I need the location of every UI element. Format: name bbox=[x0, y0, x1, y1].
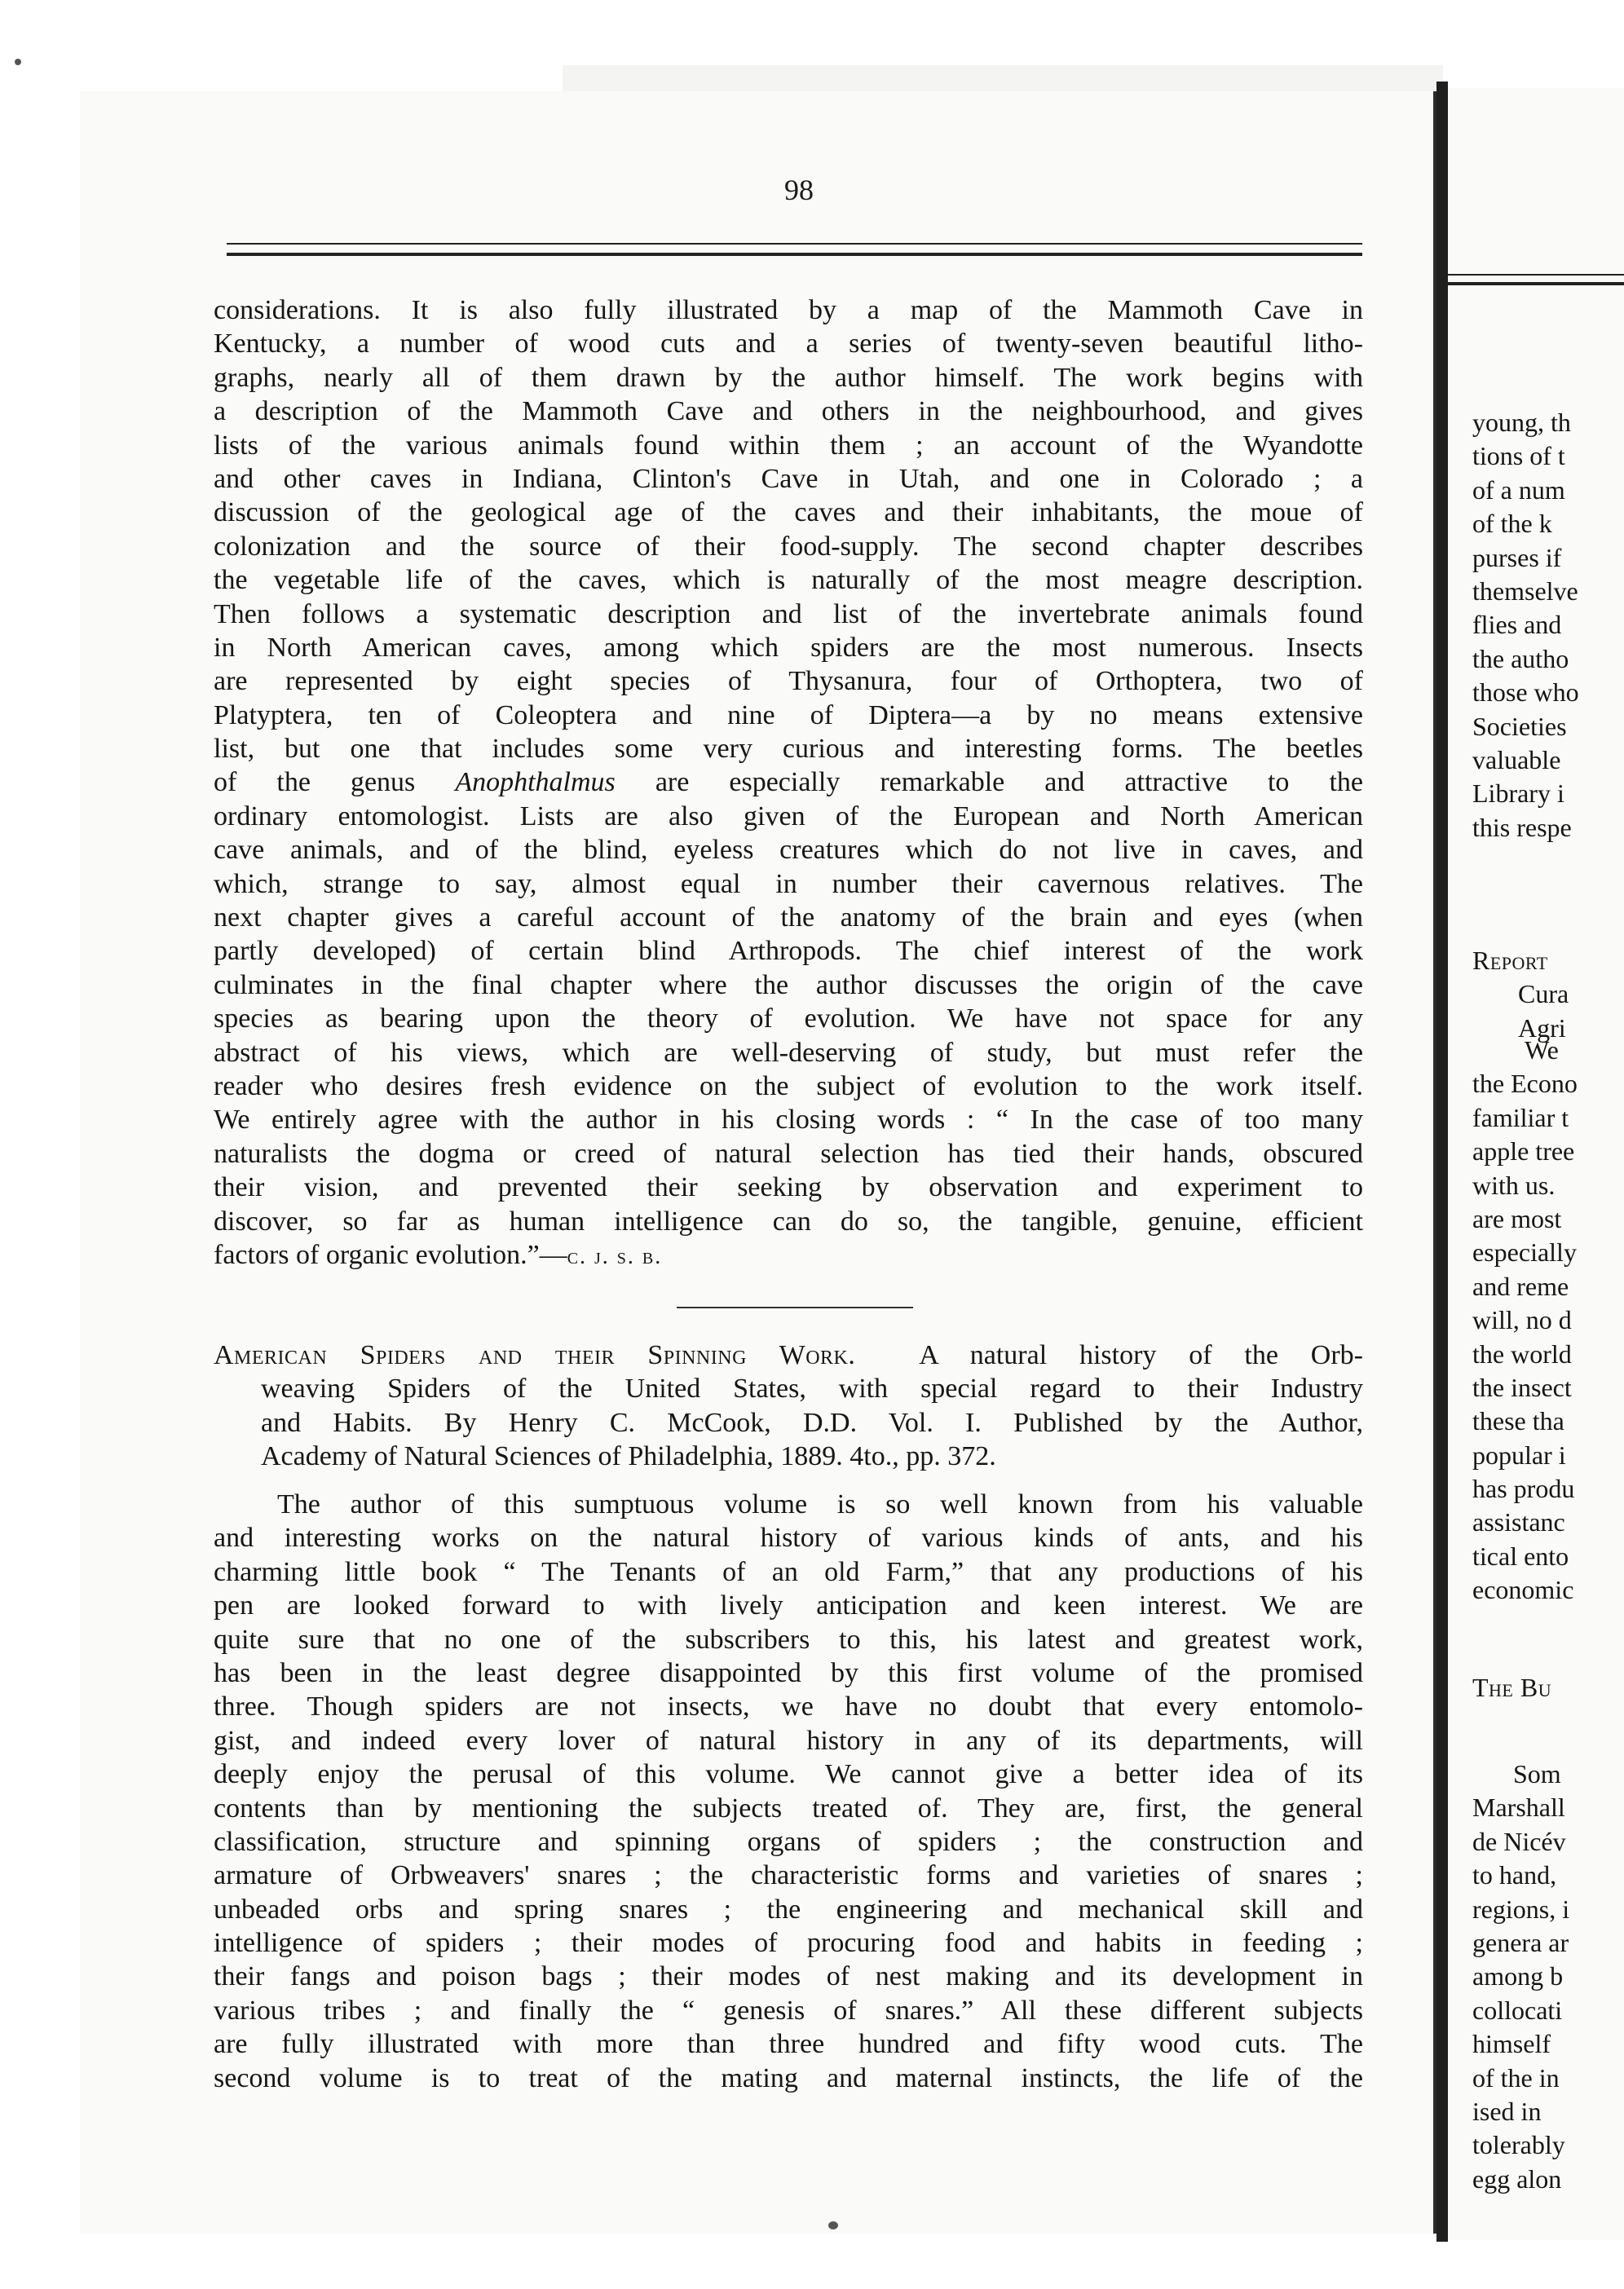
facing-page-fragment bbox=[1448, 88, 1624, 2240]
text-line: a description of the Mammoth Cave and others in the neighbourhood, and gives bbox=[214, 396, 1363, 427]
facing-line: of the k bbox=[1472, 509, 1552, 539]
text-line: the vegetable life of the caves, which is naturally of the most meagre description. bbox=[214, 565, 1363, 596]
facing-line: Report bbox=[1472, 946, 1548, 975]
facing-line: especially bbox=[1472, 1237, 1577, 1268]
facing-line: genera ar bbox=[1472, 1927, 1569, 1957]
facing-line: Marshall bbox=[1472, 1793, 1565, 1823]
text-line: list, but one that includes some very curious and interesting forms. The beetles bbox=[214, 734, 1363, 765]
text-line: lists of the various animals found within them ; an account of the Wyandotte bbox=[214, 430, 1363, 461]
text-line: are represented by eight species of Thysanura, four of Orthoptera, two of bbox=[214, 666, 1363, 697]
facing-line: himself bbox=[1472, 2029, 1551, 2059]
text-line: has been in the least degree disappointed by this first volume of the promised bbox=[214, 1657, 1363, 1688]
facing-line: Som bbox=[1513, 1759, 1561, 1788]
facing-line: are most bbox=[1472, 1203, 1562, 1233]
genus-prefix: of the genus bbox=[214, 767, 416, 798]
reviewer-initials: c. j. s. b. bbox=[567, 1243, 663, 1269]
review-spiders-body bbox=[214, 1488, 1363, 2095]
genus-suffix: are especially remarkable and attractive to the bbox=[655, 767, 1363, 798]
facing-line: purses if bbox=[1472, 542, 1562, 572]
facing-line: of the in bbox=[1472, 2062, 1560, 2093]
text-line: various tribes ; and finally the “ genesis of snares.” All these different subjects bbox=[214, 1995, 1363, 2026]
facing-line: Library i bbox=[1472, 778, 1564, 809]
facing-line: tions of t bbox=[1472, 441, 1565, 471]
text-line: We entirely agree with the author in his closing words : “ In the case of too many bbox=[214, 1105, 1363, 1136]
facing-line: the world bbox=[1472, 1339, 1572, 1369]
facing-text-block bbox=[1472, 1758, 1624, 2196]
text-line: naturalists the dogma or creed of natural selection has tied their hands, obscured bbox=[214, 1138, 1363, 1169]
text-line: gist, and indeed every lover of natural history in any of its departments, will bbox=[214, 1725, 1363, 1756]
text-line: reader who desires fresh evidence on the subject of evolution to the work itself. bbox=[214, 1070, 1363, 1101]
text-line: contents than by mentioning the subjects treated of. They are, first, the general bbox=[214, 1793, 1363, 1824]
section-divider bbox=[677, 1307, 913, 1308]
facing-line: collocati bbox=[1472, 1995, 1563, 2025]
text-line: armature of Orbweavers' snares ; the characteristic forms and varieties of snares ; bbox=[214, 1860, 1363, 1891]
facing-line: popular i bbox=[1472, 1440, 1566, 1470]
text-line: graphs, nearly all of them drawn by the author himself. The work begins with bbox=[214, 362, 1363, 393]
text-line: considerations. It is also fully illustrated by a map of the Mammoth Cave in bbox=[214, 295, 1363, 325]
facing-line: those who bbox=[1472, 677, 1579, 708]
scan-speck bbox=[828, 2221, 838, 2229]
facing-line: themselve bbox=[1472, 576, 1578, 606]
facing-line: apple tree bbox=[1472, 1136, 1575, 1167]
facing-line: ised in bbox=[1472, 2096, 1542, 2126]
text-line: in North American caves, among which spiders are the most numerous. Insects bbox=[214, 632, 1363, 663]
citation-line: weaving Spiders of the United States, with special regard to their Industry bbox=[261, 1374, 1363, 1405]
review-title: American Spiders and their Spinning Work. bbox=[214, 1340, 856, 1370]
genus-name: Anophthalmus bbox=[455, 767, 616, 798]
text-line: three. Though spiders are not insects, we have no doubt that every entomolo- bbox=[214, 1691, 1363, 1722]
text-line: discover, so far as human intelligence can do so, the tangible, genuine, efficient bbox=[214, 1206, 1363, 1237]
text-line-genus bbox=[214, 765, 1363, 799]
facing-line: de Nicév bbox=[1472, 1826, 1566, 1856]
text-line: partly developed) of certain blind Arthropods. The chief interest of the work bbox=[214, 936, 1363, 967]
citation-text: A natural history of the Orb- bbox=[919, 1340, 1364, 1370]
facing-line: familiar t bbox=[1472, 1102, 1569, 1132]
text-line: Then follows a systematic description and list of the invertebrate animals found bbox=[214, 598, 1363, 629]
book-gutter bbox=[1436, 82, 1448, 2242]
facing-line: We bbox=[1525, 1035, 1559, 1065]
facing-line: flies and bbox=[1472, 610, 1562, 640]
facing-line: regions, i bbox=[1472, 1894, 1570, 1924]
facing-line: the insect bbox=[1472, 1372, 1572, 1402]
facing-page-rule bbox=[1448, 274, 1624, 285]
text-line: culminates in the final chapter where the author discusses the origin of the cave bbox=[214, 969, 1363, 1000]
review-cave-fauna bbox=[214, 293, 1363, 1272]
citation-line: Academy of Natural Sciences of Philadelphia, 1889. 4to., pp. 372. bbox=[261, 1441, 996, 1472]
facing-heading bbox=[1472, 1671, 1624, 1705]
text-line: colonization and the source of their food-supply. The second chapter describes bbox=[214, 531, 1363, 562]
review-spiders-citation bbox=[214, 1339, 1363, 1474]
text-line: and interesting works on the natural history of various kinds of ants, and his bbox=[214, 1523, 1363, 1554]
facing-text-block bbox=[1472, 1034, 1624, 1608]
facing-line: assistanc bbox=[1472, 1507, 1565, 1537]
text-line: deeply enjoy the perusal of this volume. We cannot give a better idea of its bbox=[214, 1759, 1363, 1790]
text-line: species as bearing upon the theory of evolution. We have not space for any bbox=[214, 1003, 1363, 1034]
text-line: charming little book “ The Tenants of an old Farm,” that any productions of his bbox=[214, 1556, 1363, 1587]
closing-quote: factors of organic evolution.”— bbox=[214, 1239, 567, 1270]
facing-line: Agri bbox=[1518, 1012, 1566, 1043]
text-line: quite sure that no one of the subscribers to this, his latest and greatest work, bbox=[214, 1624, 1363, 1655]
text-line: second volume is to treat of the mating and maternal instincts, the life of the bbox=[214, 2062, 1363, 2093]
text-line: unbeaded orbs and spring snares ; the engineering and mechanical skill and bbox=[214, 1894, 1363, 1925]
facing-line: tical ento bbox=[1472, 1541, 1569, 1571]
text-line: are fully illustrated with more than three hundred and fifty wood cuts. The bbox=[214, 2029, 1363, 2060]
text-line: abstract of his views, which are well-deserving of study, but must refer the bbox=[214, 1037, 1363, 1068]
facing-line: has produ bbox=[1472, 1474, 1575, 1504]
text-line: intelligence of spiders ; their modes of procuring food and habits in feeding ; bbox=[214, 1928, 1363, 1959]
facing-line: egg alon bbox=[1472, 2163, 1562, 2194]
facing-line: tolerably bbox=[1472, 2130, 1565, 2160]
facing-line: Cura bbox=[1518, 979, 1569, 1009]
facing-line: will, no d bbox=[1472, 1305, 1572, 1335]
text-line: discussion of the geological age of the caves and their inhabitants, the moue of bbox=[214, 497, 1363, 528]
text-line: Kentucky, a number of wood cuts and a series of twenty-seven beautiful litho- bbox=[214, 329, 1363, 359]
facing-line: with us. bbox=[1472, 1170, 1556, 1200]
page-number: 98 bbox=[784, 174, 814, 206]
text-line: their fangs and poison bags ; their modes of nest making and its development in bbox=[214, 1961, 1363, 1992]
facing-line: the Econo bbox=[1472, 1069, 1578, 1099]
text-line: cave animals, and of the blind, eyeless creatures which do not live in caves, and bbox=[214, 835, 1363, 866]
facing-line: and reme bbox=[1472, 1271, 1569, 1301]
facing-line: the autho bbox=[1472, 643, 1569, 673]
text-line: ordinary entomologist. Lists are also given of the European and North American bbox=[214, 800, 1363, 831]
text-line: Platyptera, ten of Coleoptera and nine of Diptera—a by no means extensive bbox=[214, 699, 1363, 730]
facing-line: young, th bbox=[1472, 408, 1571, 437]
text-line: their vision, and prevented their seeking by observation and experiment to bbox=[214, 1172, 1363, 1203]
facing-line: Societies bbox=[1472, 711, 1567, 741]
header-rule bbox=[227, 243, 1362, 256]
citation-line: and Habits. By Henry C. McCook, D.D. Vol. I. Published by the Author, bbox=[261, 1407, 1363, 1438]
scan-speck bbox=[15, 59, 21, 65]
citation-line bbox=[214, 1339, 1363, 1372]
text-line: The author of this sumptuous volume is so well known from his valuable bbox=[277, 1489, 1363, 1519]
text-line: classification, structure and spinning organs of spiders ; the construction and bbox=[214, 1826, 1363, 1857]
facing-line: this respe bbox=[1472, 812, 1572, 842]
text-line: pen are looked forward to with lively anticipation and keen interest. We are bbox=[214, 1590, 1363, 1621]
facing-line: of a num bbox=[1472, 474, 1565, 505]
text-line: which, strange to say, almost equal in number their cavernous relatives. The bbox=[214, 868, 1363, 899]
facing-line: these tha bbox=[1472, 1406, 1564, 1436]
facing-line: The Bu bbox=[1472, 1673, 1552, 1702]
facing-line: valuable bbox=[1472, 744, 1561, 774]
facing-line: among b bbox=[1472, 1961, 1564, 1991]
text-line-final bbox=[214, 1238, 1363, 1272]
facing-line: to hand, bbox=[1472, 1860, 1557, 1890]
facing-line: economic bbox=[1472, 1575, 1574, 1605]
text-line: and other caves in Indiana, Clinton's Cave in Utah, and one in Colorado ; a bbox=[214, 463, 1363, 494]
text-line: next chapter gives a careful account of the anatomy of the brain and eyes (when bbox=[214, 902, 1363, 933]
facing-text-block bbox=[1472, 406, 1624, 845]
facing-heading bbox=[1472, 944, 1624, 1045]
